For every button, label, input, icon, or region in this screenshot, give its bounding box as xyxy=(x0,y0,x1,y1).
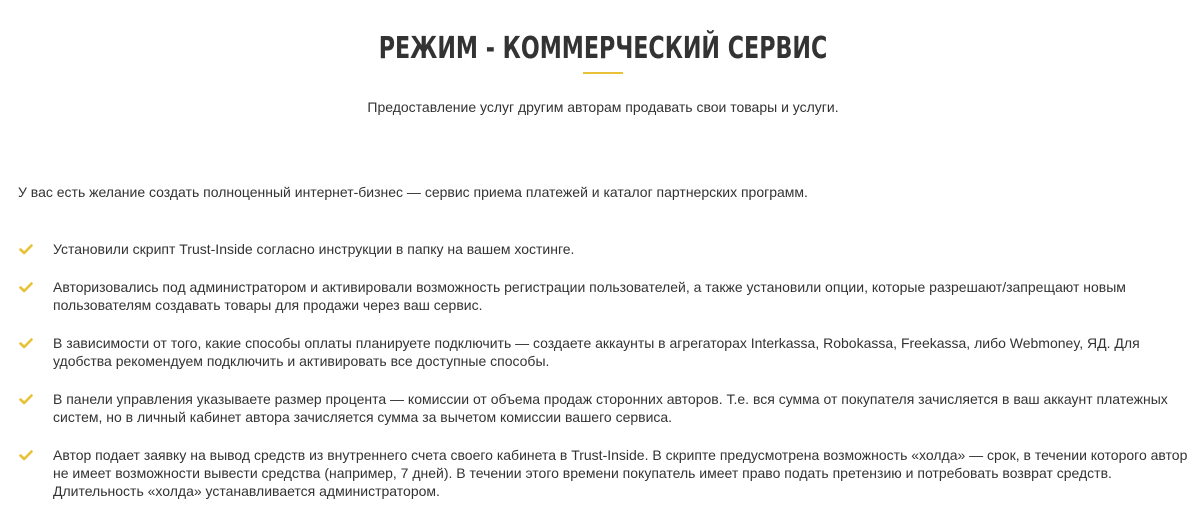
list-item-text: В панели управления указываете размер процента — комиссии от объема продаж сторонних авторов. Т.е. вся сумма от покупателя зачисляется в ваш аккаунт платежных систем, но в личный кабинет автора зачисляется сумма за вычетом комиссии вашего сервиса. xyxy=(53,391,1168,425)
list-item xyxy=(0,446,1200,500)
list-item xyxy=(0,278,1200,314)
check-icon xyxy=(19,394,33,405)
list-item-text: Установили скрипт Trust-Inside согласно инструкции в папку на вашем хостинге. xyxy=(53,241,575,257)
check-icon xyxy=(19,282,33,293)
check-icon xyxy=(19,244,33,255)
list-item-text: Автор подает заявку на вывод средств из внутреннего счета своего кабинета в Trust-Inside. В скрипте предусмотрена возможность «холда» — срок, в течении которого автор не имеет возможности вывести средства (например, 7 дней). В течении этого времени покупатель имеет право подать претензию и потребовать возврат средств. Длительность «холда» устанавливается администратором. xyxy=(53,447,1188,499)
list-item xyxy=(0,390,1200,426)
steps-list xyxy=(0,240,1200,520)
intro-text: У вас есть желание создать полноценный интернет-бизнес — сервис приема платежей и каталог партнерских программ. xyxy=(18,184,808,200)
page-subtitle: Предоставление услуг другим авторам продавать свои товары и услуги. xyxy=(367,99,839,115)
list-item xyxy=(0,240,1200,258)
check-icon xyxy=(19,338,33,349)
page-title: РЕЖИМ - КОММЕРЧЕСКИЙ СЕРВИС xyxy=(378,31,828,67)
list-item-text: В зависимости от того, какие способы оплаты планируете подключить — создаете аккаунты в агрегаторах Interkassa, Robokassa, Freekassa, либо Webmoney, ЯД. Для удобства рекомендуем подключить и активировать все доступные способы. xyxy=(53,335,1140,369)
check-icon xyxy=(19,450,33,461)
list-item xyxy=(0,334,1200,370)
list-item-text: Авторизовались под администратором и активировали возможность регистрации пользователей, а также установили опции, которые разрешают/запрещают новым пользователям создавать товары для продажи через ваш сервис. xyxy=(53,279,1126,313)
title-divider xyxy=(583,72,623,74)
